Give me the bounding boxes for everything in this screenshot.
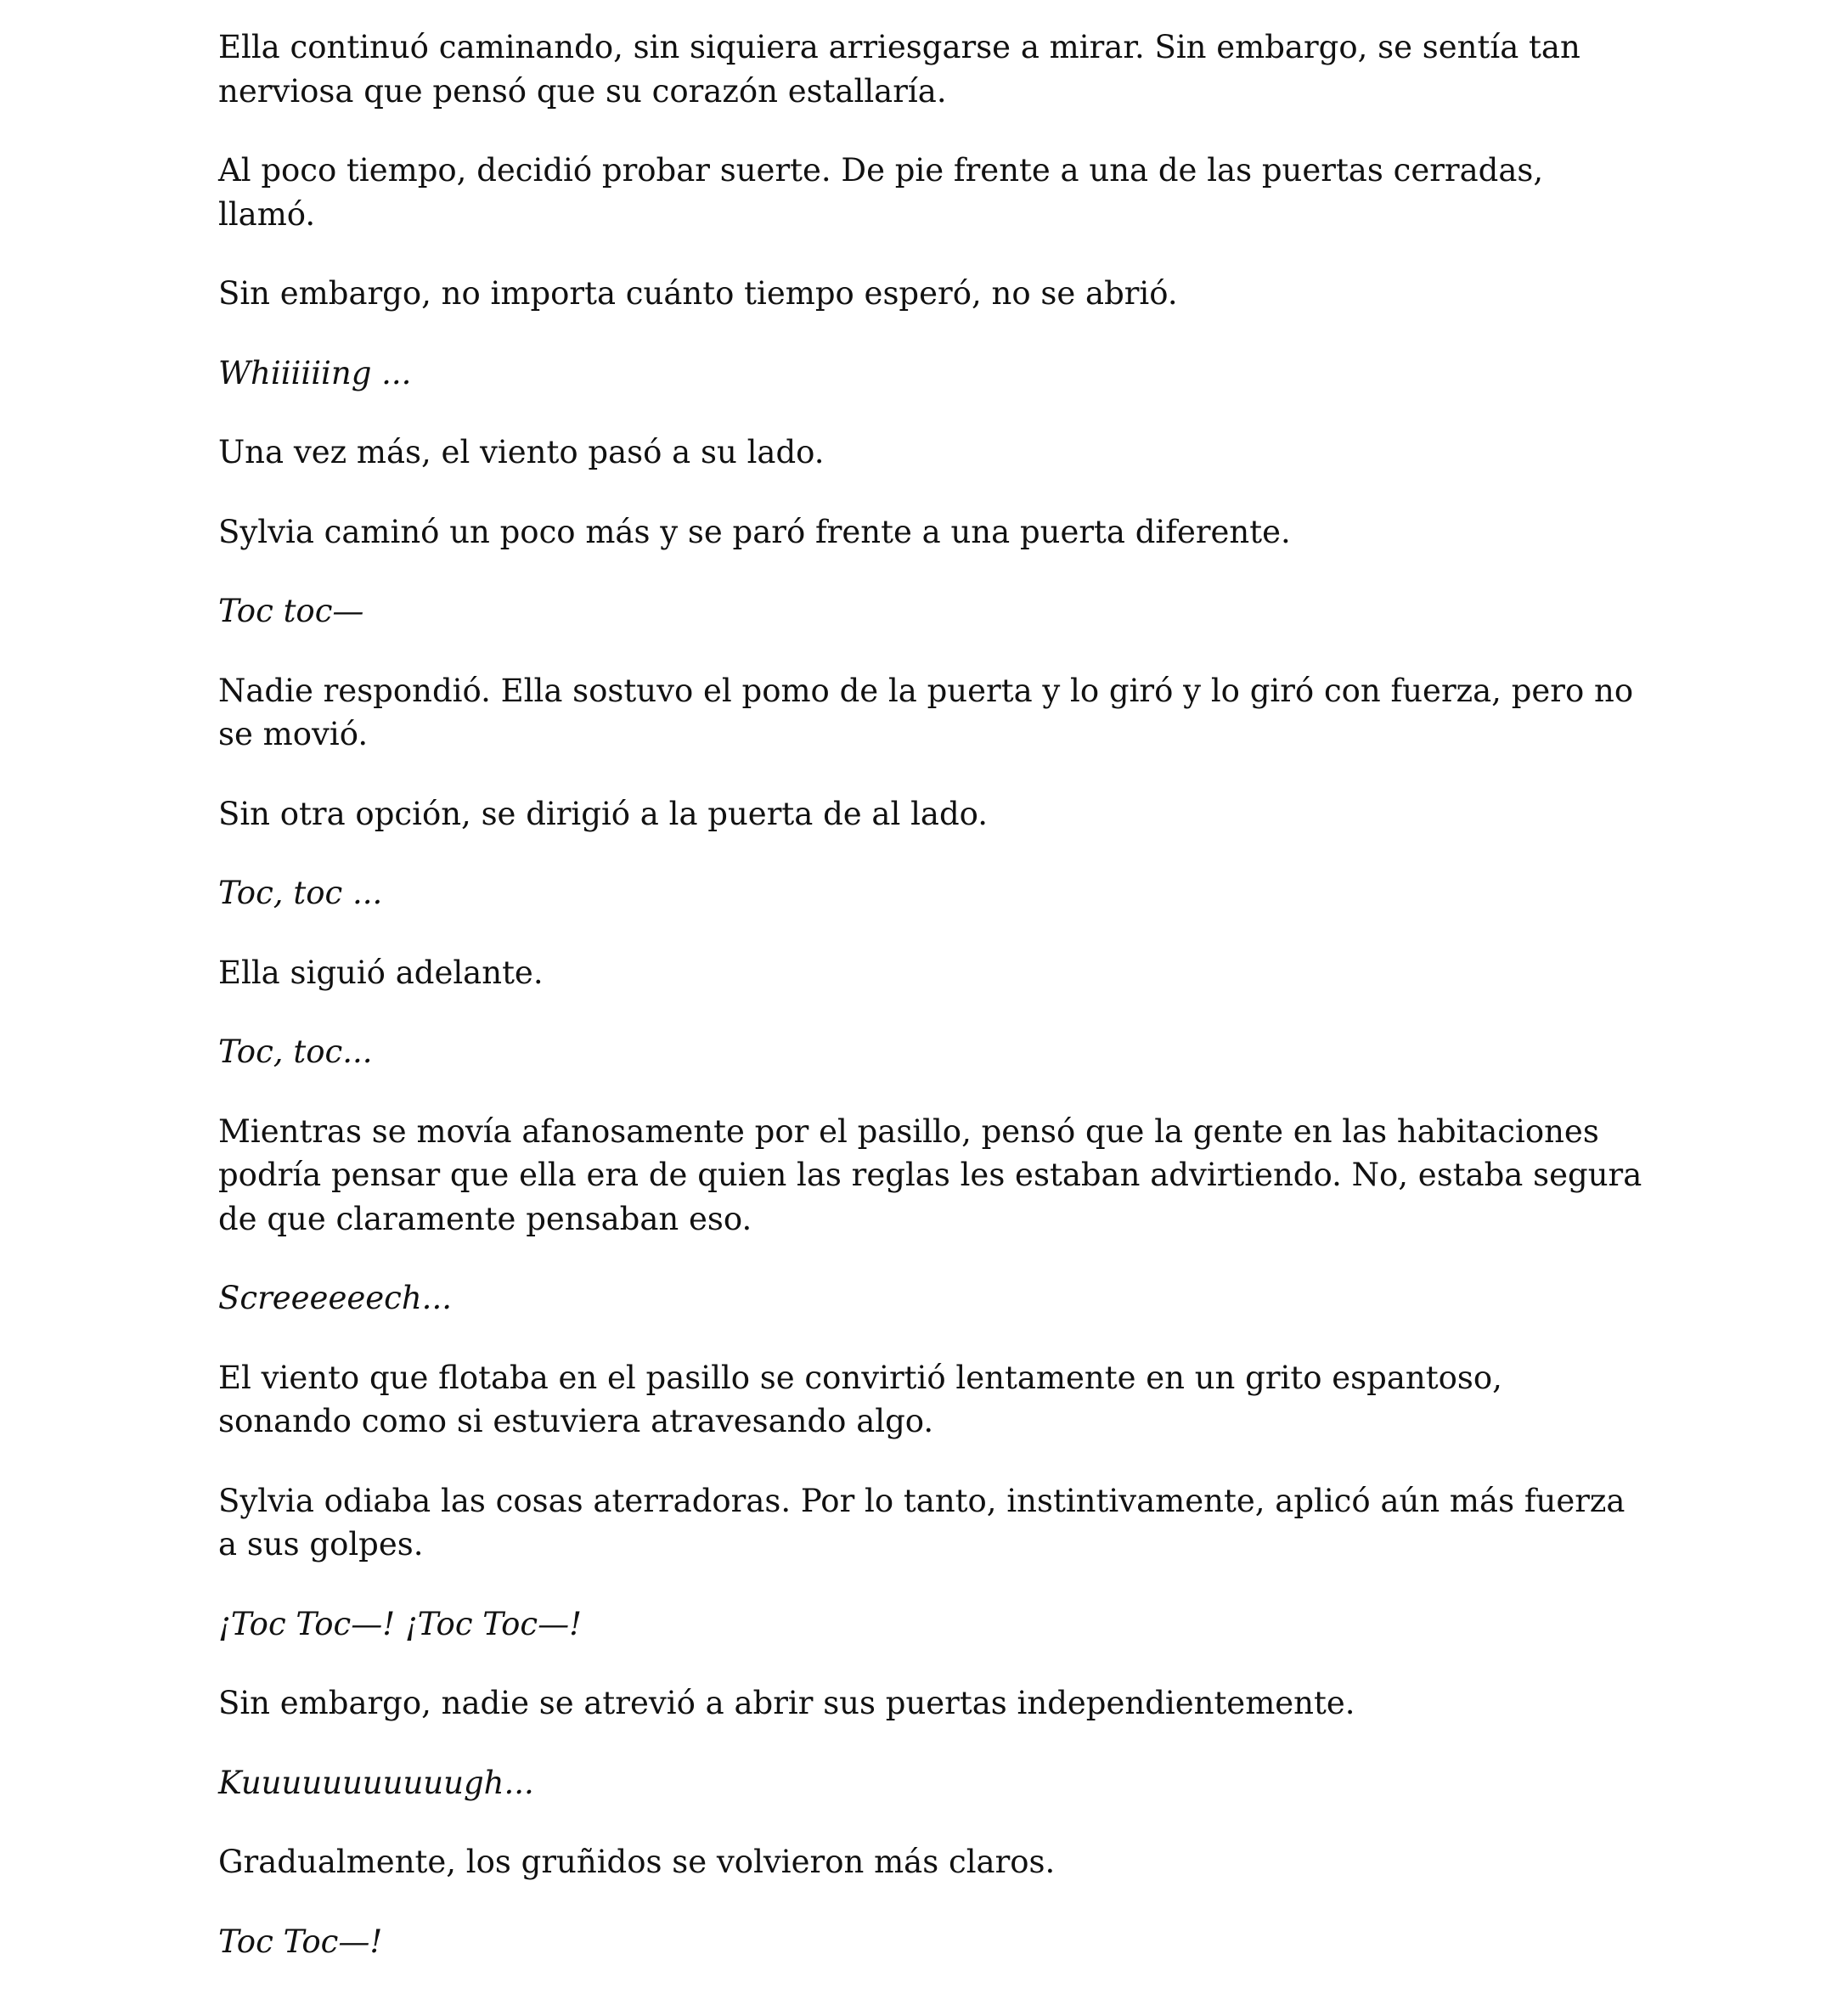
paragraph: Sin embargo, nadie se atrevió a abrir sus puertas independientemente. — [218, 1685, 1355, 1721]
paragraph: Ella continuó caminando, sin siquiera arriesgarse a mirar. Sin embargo, se sentía tan nerviosa que pensó que su corazón estallaría. — [218, 29, 1580, 110]
sound-effect: Screeeeeech... — [218, 1280, 452, 1316]
sound-effect: Toc Toc—! — [218, 1923, 383, 1960]
sound-effect: Toc, toc... — [218, 1033, 373, 1070]
paragraph: Mientras se movía afanosamente por el pasillo, pensó que la gente en las habitaciones podría pensar que ella era de quien las reglas les estaban advirtiendo. No, estaba segura de que claramente pensaban eso. — [218, 1112, 1642, 1237]
paragraph: Sin embargo, no importa cuánto tiempo esperó, no se abrió. — [218, 275, 1178, 312]
paragraph: Sylvia caminó un poco más y se paró frente a una puerta diferente. — [218, 513, 1291, 550]
sound-effect: ¡Toc Toc—! ¡Toc Toc—! — [218, 1605, 582, 1642]
paragraph: Sylvia odiaba las cosas aterradoras. Por lo tanto, instintivamente, aplicó aún más fuerza a sus golpes. — [218, 1482, 1625, 1563]
paragraph: Una vez más, el viento pasó a su lado. — [218, 434, 825, 470]
paragraph: Nadie respondió. Ella sostuvo el pomo de la puerta y lo giró y lo giró con fuerza, pero no se movió. — [218, 672, 1634, 752]
sound-effect: Kuuuuuuuuuuugh... — [218, 1764, 534, 1801]
paragraph: Sin otra opción, se dirigió a la puerta de al lado. — [218, 795, 989, 832]
sound-effect: Whiiiiiing ... — [218, 354, 412, 391]
paragraph: Al poco tiempo, decidió probar suerte. De pie frente a una de las puertas cerradas, llamó. — [218, 152, 1544, 233]
paragraph: El viento que flotaba en el pasillo se convirtió lentamente en un grito espantoso, sonando como si estuviera atravesando algo. — [218, 1359, 1502, 1439]
paragraph: Gradualmente, los gruñidos se volvieron más claros. — [218, 1844, 1056, 1880]
paragraph: Ella siguió adelante. — [218, 954, 544, 991]
sound-effect: Toc, toc ... — [218, 875, 383, 911]
sound-effect: Toc toc— — [218, 593, 364, 629]
document-page — [218, 25, 1645, 1999]
